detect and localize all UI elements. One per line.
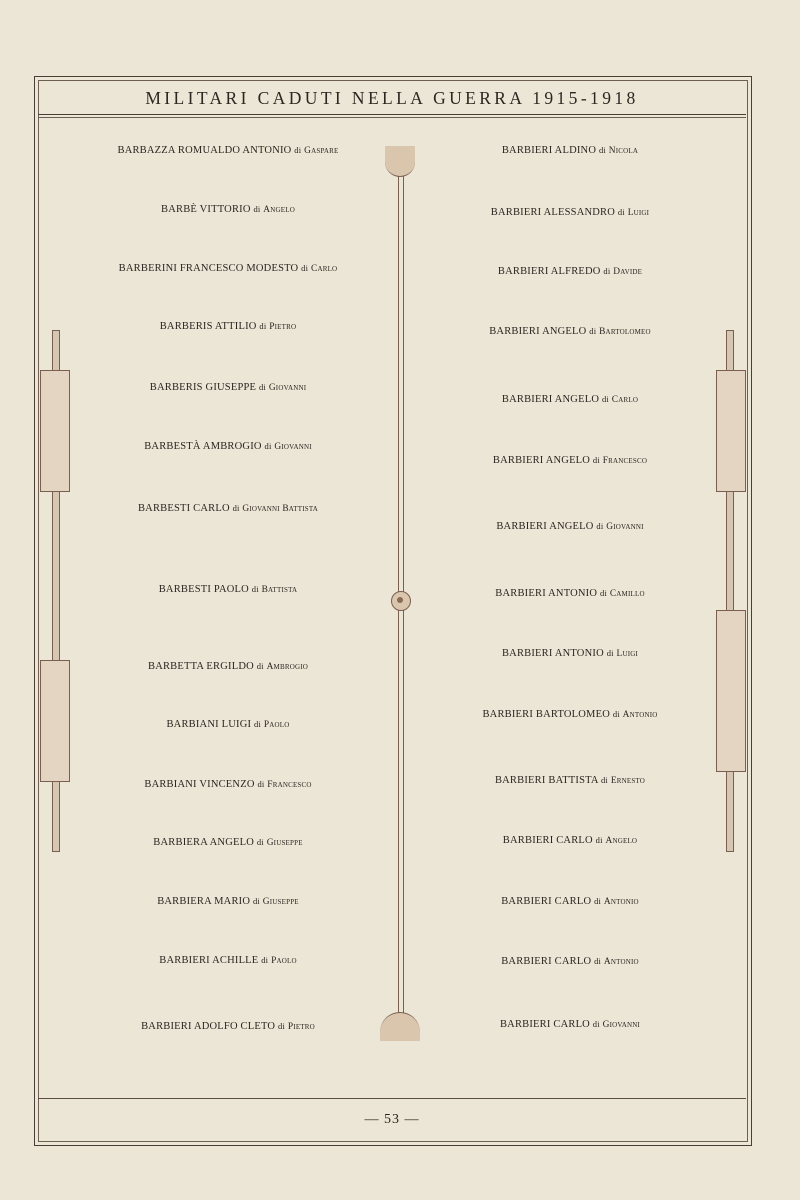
page-title: MILITARI CADUTI NELLA GUERRA 1915-1918 [145,88,639,108]
patronymic-prefix: di [254,719,262,729]
patronymic-prefix: di [606,648,614,658]
father-name: Bartolomeo [599,327,651,337]
soldier-name: BARBIERI BATTISTA [494,775,599,786]
entry-name [78,145,378,156]
entry-name [78,204,378,215]
entry-name [78,1021,378,1032]
entry-name [78,441,378,452]
patronymic-prefix: di [612,709,620,719]
list-item [420,775,720,797]
patronymic-prefix: di [617,207,625,217]
list-item [78,661,378,683]
list-item [420,1019,720,1041]
list-item [420,956,720,978]
patronymic-prefix: di [294,145,302,155]
list-item [78,204,378,226]
soldier-name: BARBIERI CARLO [499,1019,590,1030]
father-name: Giuseppe [262,897,299,907]
entry-name [78,321,378,332]
soldier-name: BARBIERI ACHILLE [159,955,259,966]
patronymic-prefix: di [261,955,269,965]
father-name: Camillo [609,589,645,599]
father-name: Giovanni [268,383,307,393]
soldier-name: BARBERIS ATTILIO [159,321,257,332]
list-item [420,896,720,918]
entry-name [78,584,378,595]
entry-name [420,266,720,277]
patronymic-prefix: di [278,1021,286,1031]
patronymic-prefix: di [603,266,611,276]
entry-name [78,263,378,274]
soldier-name: BARBIERI ANGELO [501,394,600,405]
list-item [420,648,720,670]
list-item [78,837,378,859]
patronymic-prefix: di [594,956,602,966]
patronymic-prefix: di [592,1019,600,1029]
patronymic-prefix: di [596,521,604,531]
father-name: Carlo [311,264,338,274]
list-item [78,382,378,404]
page-border-inner [38,80,748,1142]
soldier-name: BARBIERI CARLO [501,896,592,907]
patronymic-prefix: di [301,263,309,273]
list-item [78,896,378,918]
entry-name [78,837,378,848]
list-item [420,588,720,610]
entry-name [420,1019,720,1030]
soldier-name: BARBIERI CARLO [501,956,592,967]
soldier-name: BARBIERI ALESSANDRO [490,207,616,218]
soldier-name: BARBESTI CARLO [137,503,230,514]
soldier-name: BARBETTA ERGILDO [147,661,254,672]
left-fasces-ornament [40,330,72,850]
entry-name [78,896,378,907]
father-name: Antonio [603,957,639,967]
soldier-name: BARBERIS GIUSEPPE [149,382,257,393]
entry-name [420,775,720,786]
father-name: Paolo [271,956,297,966]
patronymic-prefix: di [259,321,267,331]
patronymic-prefix: di [256,661,264,671]
father-name: Ernesto [610,776,646,786]
soldier-name: BARBIANI VINCENZO [144,779,255,790]
entry-name [78,719,378,730]
list-item [78,263,378,285]
list-item [420,145,720,167]
list-item [420,709,720,731]
patronymic-prefix: di [232,503,240,513]
patronymic-prefix: di [600,588,608,598]
entry-name [420,326,720,337]
footer-rule [38,1098,746,1099]
soldier-name: BARBIERI ANGELO [496,521,594,532]
father-name: Pietro [269,322,297,332]
list-item [78,1021,378,1043]
entry-name [420,896,720,907]
father-name: Giovanni Battista [242,504,319,514]
father-name: Angelo [263,205,295,215]
list-item [420,266,720,288]
list-item [78,779,378,801]
soldier-name: BARBIERI ALDINO [501,145,597,156]
patronymic-prefix: di [598,145,606,155]
list-item [420,521,720,543]
entry-name [420,835,720,846]
patronymic-prefix: di [594,896,602,906]
patronymic-prefix: di [253,204,261,214]
father-name: Battista [261,585,298,595]
title-rule-bottom [38,117,746,118]
soldier-name: BARBÈ VITTORIO [161,204,251,215]
entry-name [78,955,378,966]
patronymic-prefix: di [257,779,265,789]
entry-name [420,145,720,156]
soldier-name: BARBIERA ANGELO [153,837,255,848]
entry-name [78,779,378,790]
soldier-name: BARBERINI FRANCESCO MODESTO [118,263,299,274]
father-name: Pietro [287,1022,315,1032]
father-name: Carlo [611,395,639,405]
father-name: Antonio [622,710,658,720]
rosette-icon [391,591,411,611]
patronymic-prefix: di [595,835,603,845]
patronymic-prefix: di [589,326,597,336]
entry-name [420,956,720,967]
soldier-name: BARBIERI BARTOLOMEO [482,709,610,720]
title-rule-top [38,114,746,115]
list-item [420,394,720,416]
entry-name [420,394,720,405]
soldier-name: BARBIERI ANTONIO [495,588,598,599]
list-item [78,145,378,167]
entry-name [420,709,720,720]
patronymic-prefix: di [600,775,608,785]
list-item [420,455,720,477]
list-item [78,584,378,606]
father-name: Luigi [616,649,639,659]
list-item [78,503,378,525]
father-name: Gaspare [304,146,339,156]
entry-name [78,503,378,514]
patronymic-prefix: di [601,394,609,404]
entry-name [78,661,378,672]
soldier-name: BARBIERA MARIO [157,896,251,907]
soldier-name: BARBIERI ANGELO [492,455,591,466]
father-name: Francesco [602,456,648,466]
father-name: Giovanni [274,442,312,452]
patronymic-prefix: di [592,455,600,465]
soldier-name: BARBIERI ANGELO [489,326,587,337]
list-item [420,835,720,857]
soldier-name: BARBIERI ANTONIO [501,648,604,659]
entry-name [420,207,720,218]
entry-name [420,455,720,466]
father-name: Giuseppe [266,838,303,848]
father-name: Davide [613,267,643,277]
entry-name [420,588,720,599]
entry-name [78,382,378,393]
soldier-name: BARBIERI ADOLFO CLETO [141,1021,276,1032]
list-item [78,719,378,741]
list-item [78,955,378,977]
father-name: Giovanni [606,522,644,532]
soldier-name: BARBIERI CARLO [502,835,593,846]
father-name: Nicola [608,146,639,156]
crest-ornament-icon [385,146,415,177]
list-item [78,441,378,463]
list-item [420,326,720,348]
soldier-name: BARBESTÀ AMBROGIO [144,441,262,452]
entry-name [420,648,720,659]
father-name: Ambrogio [266,662,308,672]
soldier-name: BARBAZZA ROMUALDO ANTONIO [117,145,292,156]
father-name: Angelo [605,836,638,846]
father-name: Antonio [603,897,639,907]
soldier-name: BARBIERI ALFREDO [497,266,601,277]
father-name: Paolo [263,720,290,730]
father-name: Francesco [267,780,312,790]
father-name: Giovanni [602,1020,641,1030]
patronymic-prefix: di [252,896,260,906]
soldier-name: BARBESTI PAOLO [158,584,249,595]
entry-name [420,521,720,532]
list-item [420,207,720,229]
page-number: — 53 — [364,1112,420,1127]
soldier-name: BARBIANI LUIGI [166,719,252,730]
patronymic-prefix: di [258,382,266,392]
patronymic-prefix: di [251,584,259,594]
list-item [78,321,378,343]
patronymic-prefix: di [264,441,272,451]
patronymic-prefix: di [256,837,264,847]
father-name: Luigi [627,208,650,218]
